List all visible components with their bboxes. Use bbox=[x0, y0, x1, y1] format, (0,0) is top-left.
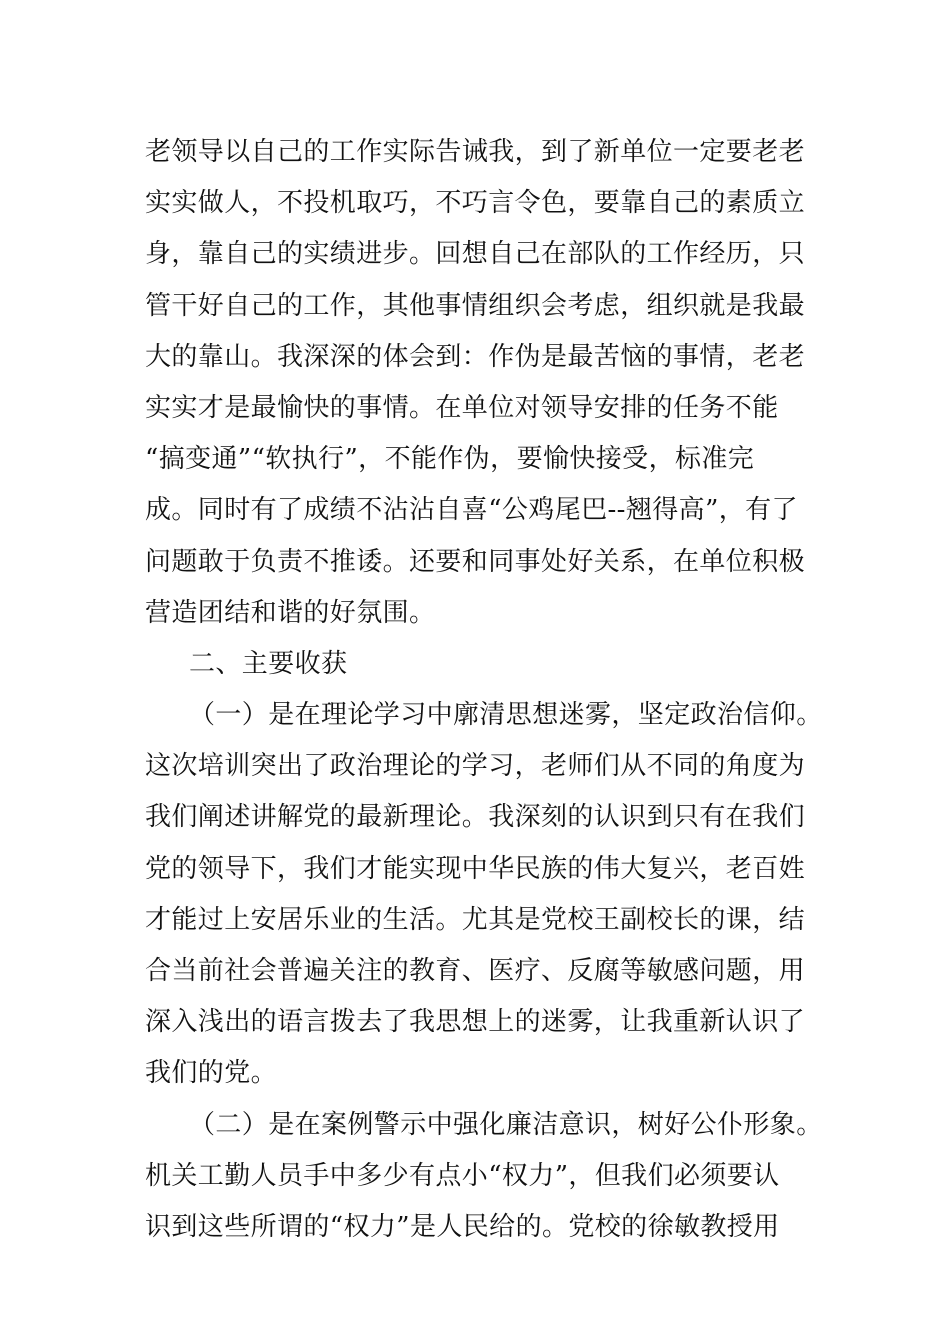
text-line: 老领导以自己的工作实际告诫我，到了新单位一定要老老 bbox=[145, 137, 806, 167]
text-line: “搞变通”“软执行”，不能作伪，要愉快接受，标准完 bbox=[145, 444, 755, 475]
subsection-heading: （一）是在理论学习中廓清思想迷雾，坚定政治信仰。 bbox=[189, 700, 823, 731]
text-line: 机关工勤人员手中多少有点小“权力”，但我们必须要认 bbox=[145, 1160, 780, 1191]
text-line: 问题敢于负责不推诿。还要和同事处好关系，在单位积极 bbox=[145, 546, 806, 577]
text-line: 我们的党。 bbox=[145, 1058, 278, 1089]
text-line: 实实才是最愉快的事情。在单位对领导安排的任务不能 bbox=[145, 392, 779, 423]
text-line: 党的领导下，我们才能实现中华民族的伟大复兴，老百姓 bbox=[145, 853, 806, 884]
text-line: 成。同时有了成绩不沾沾自喜“公鸡尾巴--翘得高”，有了 bbox=[145, 495, 798, 526]
text-line: 识到这些所谓的“权力”是人民给的。党校的徐敏教授用 bbox=[145, 1211, 780, 1242]
text-line: 这次培训突出了政治理论的学习，老师们从不同的角度为 bbox=[145, 751, 806, 782]
text-line: 我们阐述讲解党的最新理论。我深刻的认识到只有在我们 bbox=[145, 802, 806, 833]
subsection-heading: （二）是在案例警示中强化廉洁意识，树好公仆形象。 bbox=[189, 1109, 823, 1140]
text-line: 才能过上安居乐业的生活。尤其是党校王副校长的课，结 bbox=[145, 904, 806, 935]
text-line: 管干好自己的工作，其他事情组织会考虑，组织就是我最 bbox=[145, 290, 806, 321]
text-line: 合当前社会普遍关注的教育、医疗、反腐等敏感问题，用 bbox=[145, 956, 806, 986]
body-text bbox=[145, 127, 823, 1253]
text-line: 深入浅出的语言拨去了我思想上的迷雾，让我重新认识了 bbox=[145, 1007, 806, 1038]
text-line: 营造团结和谐的好氛围。 bbox=[145, 597, 436, 628]
text-line: 身，靠自己的实绩进步。回想自己在部队的工作经历，只 bbox=[145, 239, 806, 270]
text-line: 大的靠山。我深深的体会到：作伪是最苦恼的事情，老老 bbox=[145, 341, 806, 372]
section-heading: 二、主要收获 bbox=[189, 648, 348, 679]
text-line: 实实做人，不投机取巧，不巧言令色，要靠自己的素质立 bbox=[145, 188, 806, 219]
